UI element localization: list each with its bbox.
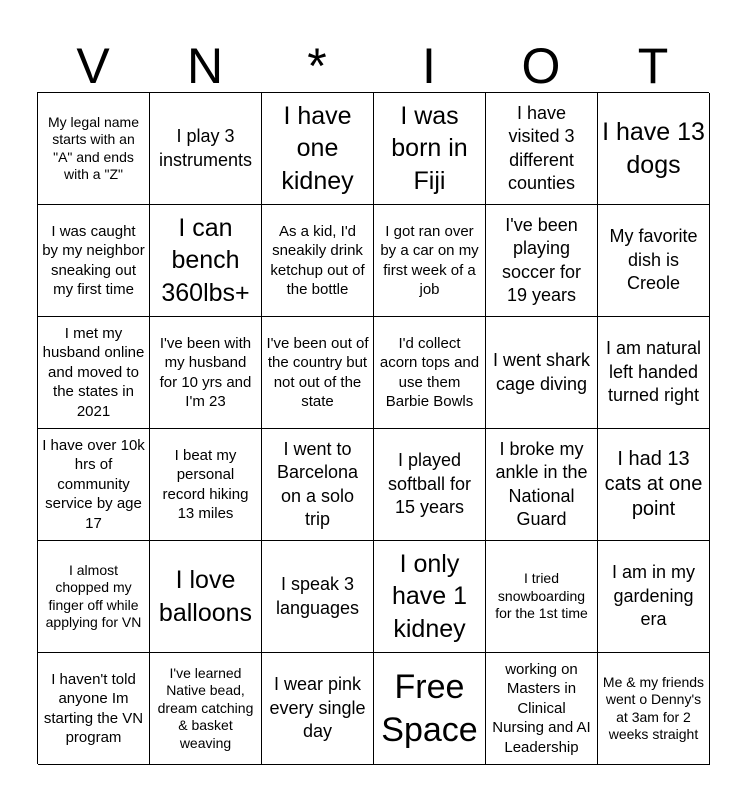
bingo-cell[interactable] <box>262 429 374 541</box>
bingo-cell[interactable] <box>38 93 150 205</box>
cell-text: I have one kidney <box>281 101 354 195</box>
cell-text: I was born in Fiji <box>391 101 468 195</box>
bingo-cell[interactable] <box>486 93 598 205</box>
bingo-cell[interactable] <box>262 653 374 765</box>
cell-text: working on Masters in Clinical Nursing and AI Leadership <box>492 660 591 756</box>
cell-text: I love balloons <box>158 566 253 627</box>
cell-text: I was caught by my neighbor sneaking out my first time <box>42 222 145 298</box>
cell-text: I wear pink every single day <box>269 674 366 742</box>
bingo-cell[interactable] <box>262 317 374 429</box>
cell-text: My favorite dish is Creole <box>609 226 698 294</box>
cell-text: I've been out of the country but not out of the state <box>266 334 369 410</box>
cell-text: I got ran over by a car on my first week of a job <box>380 222 479 298</box>
free-space-text: Free Space <box>381 668 478 749</box>
cell-text: I've learned Native bead, dream catching & basket weaving <box>157 664 254 751</box>
bingo-cell[interactable] <box>262 541 374 653</box>
cell-text: I play 3 instruments <box>158 126 253 170</box>
header-letter-5: O <box>521 38 561 94</box>
cell-text: I beat my personal record hiking 13 miles <box>162 446 249 522</box>
cell-text: I went shark cage diving <box>492 350 591 394</box>
cell-text: I can bench 360lbs+ <box>161 213 250 307</box>
bingo-cell[interactable] <box>374 205 486 317</box>
free-space-cell[interactable] <box>374 653 486 765</box>
cell-text: As a kid, I'd sneakily drink ketchup out of the bottle <box>270 222 365 298</box>
cell-text: I went to Barcelona on a solo trip <box>276 438 359 529</box>
bingo-cell[interactable] <box>486 317 598 429</box>
cell-text: I had 13 cats at one point <box>604 448 703 520</box>
cell-text: I have 13 dogs <box>602 118 705 179</box>
bingo-cell[interactable] <box>150 653 262 765</box>
bingo-cell[interactable] <box>38 205 150 317</box>
bingo-cell[interactable] <box>38 653 150 765</box>
bingo-cell[interactable] <box>38 429 150 541</box>
bingo-header <box>37 40 709 92</box>
cell-text: I have over 10k hrs of community service by age 17 <box>42 436 145 532</box>
bingo-cell[interactable] <box>374 429 486 541</box>
bingo-cell[interactable] <box>150 317 262 429</box>
header-letter-6: T <box>637 38 669 94</box>
header-letter-4: I <box>422 38 436 94</box>
bingo-cell[interactable] <box>262 205 374 317</box>
cell-text: I've been with my husband for 10 yrs and I'm 23 <box>159 334 252 410</box>
cell-text: I am natural left handed turned right <box>605 338 702 406</box>
bingo-cell[interactable] <box>374 93 486 205</box>
header-letter-3: * <box>307 38 327 94</box>
bingo-cell[interactable] <box>374 317 486 429</box>
bingo-cell[interactable] <box>486 205 598 317</box>
cell-text: I broke my ankle in the National Guard <box>495 438 588 529</box>
cell-text: I've been playing soccer for 19 years <box>501 214 582 305</box>
bingo-cell[interactable] <box>598 429 710 541</box>
header-letter-1: V <box>76 38 110 94</box>
cell-text: My legal name starts with an "A" and ends with a "Z" <box>47 113 140 182</box>
bingo-cell[interactable] <box>38 541 150 653</box>
bingo-cell[interactable] <box>486 429 598 541</box>
bingo-cell[interactable] <box>374 541 486 653</box>
cell-text: I speak 3 languages <box>275 574 360 618</box>
bingo-cell[interactable] <box>150 541 262 653</box>
cell-text: I almost chopped my finger off while applying for VN <box>45 561 142 630</box>
bingo-cell[interactable] <box>150 205 262 317</box>
bingo-cell[interactable] <box>262 93 374 205</box>
bingo-cell[interactable] <box>150 429 262 541</box>
cell-text: Me & my friends went o Denny's at 3am for 2 weeks straight <box>602 673 705 742</box>
cell-text: I haven't told anyone Im starting the VN program <box>43 670 144 746</box>
cell-text: I only have 1 kidney <box>391 549 468 643</box>
cell-text: I met my husband online and moved to the states in 2021 <box>42 324 145 420</box>
bingo-cell[interactable] <box>150 93 262 205</box>
bingo-cell[interactable] <box>486 653 598 765</box>
cell-text: I'd collect acorn tops and use them Barbie Bowls <box>379 334 480 410</box>
bingo-cell[interactable] <box>486 541 598 653</box>
bingo-cell[interactable] <box>598 317 710 429</box>
bingo-cell[interactable] <box>598 653 710 765</box>
bingo-grid <box>37 92 709 764</box>
cell-text: I am in my gardening era <box>611 562 695 630</box>
cell-text: I have visited 3 different counties <box>507 102 576 193</box>
cell-text: I played softball for 15 years <box>387 450 472 518</box>
bingo-cell[interactable] <box>38 317 150 429</box>
cell-text: I tried snowboarding for the 1st time <box>495 570 588 622</box>
bingo-cell[interactable] <box>598 205 710 317</box>
bingo-cell[interactable] <box>598 541 710 653</box>
header-letter-2: N <box>186 38 224 94</box>
bingo-cell[interactable] <box>598 93 710 205</box>
